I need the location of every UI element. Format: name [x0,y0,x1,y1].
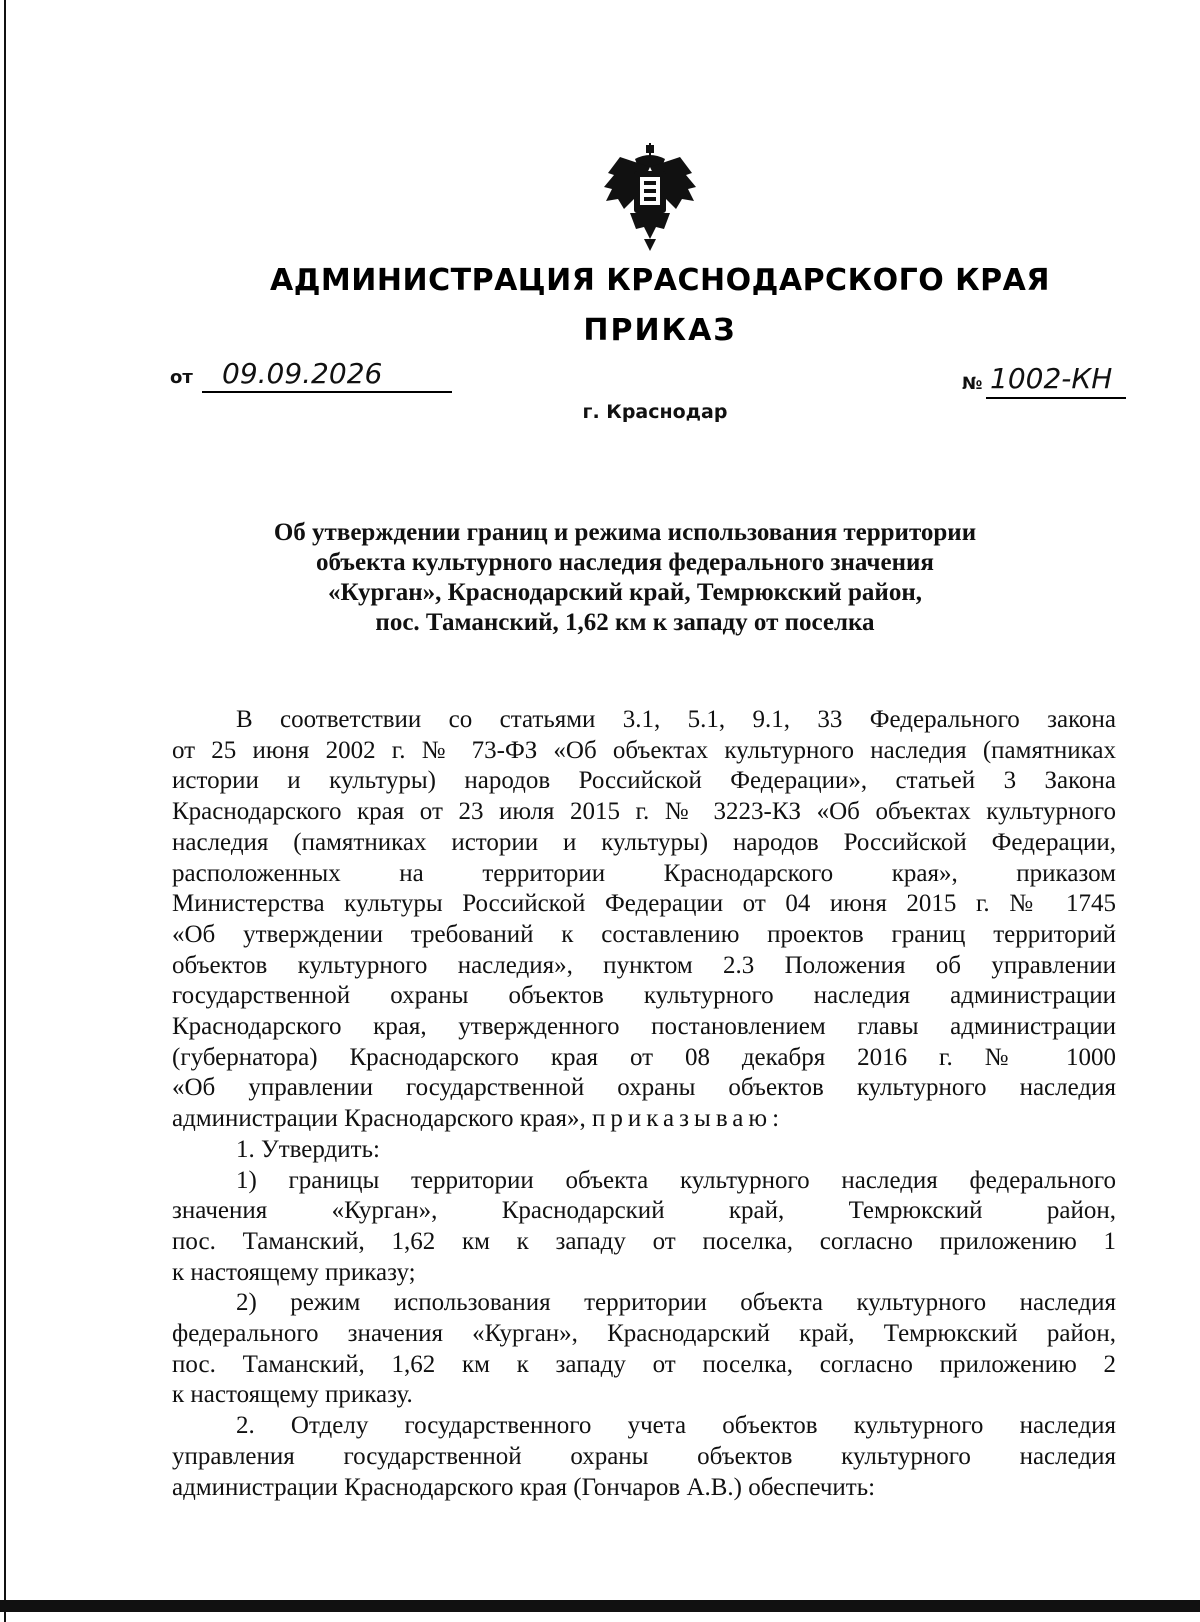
date-prefix: от [170,367,193,388]
body-line: пос. Таманский, 1,62 км к западу от поселка, согласно приложению 1 [172,1227,1116,1255]
body-line: объектов культурного наследия», пунктом 2.3 Положения об управлении [172,951,1116,979]
body-line: «Об утверждении требований к составлению проектов границ территорий [172,920,1116,948]
body-line: 2. Отделу государственного учета объектов культурного наследия [236,1412,1116,1440]
body-line: Министерства культуры Российской Федерации от 04 июня 2015 г. № 1745 [172,890,1116,918]
body-line: 2) режим использования территории объекта культурного наследия [236,1289,1116,1317]
body-line: пос. Таманский, 1,62 км к западу от поселка, согласно приложению 2 [172,1350,1116,1378]
date-field [170,357,383,390]
body-line: от 25 июня 2002 г. № 73-ФЗ «Об объектах культурного наследия (памятниках [172,736,1116,764]
number-prefix: № [962,374,983,394]
document-type: ПРИКАЗ [583,313,737,348]
title-line: Об утверждении границ и режима использования территории [273,519,977,546]
scan-edge-bottom [0,1600,1200,1612]
body-line: Краснодарского края, утвержденного постановлением главы администрации [172,1013,1116,1041]
body-line: «Об управлении государственной охраны объектов культурного наследия [172,1074,1116,1102]
number-underline [986,397,1126,399]
body-line: В соответствии со статьями 3.1, 5.1, 9.1, 33 Федерального закона [236,706,1116,733]
title-line: пос. Таманский, 1,62 км к западу от поселка [375,609,875,636]
body-line: федерального значения «Курган», Краснодарский край, Темрюкский район, [172,1320,1116,1348]
body-line: управления государственной охраны объектов культурного наследия [172,1442,1116,1470]
date-underline [202,391,452,393]
body-line: наследия (памятниках истории и культуры) народов Российской Федерации, [172,828,1116,856]
body-line: администрации Краснодарского края (Гончаров А.В.) обеспечить: [172,1473,876,1501]
document-body [172,705,1116,1503]
body-line: расположенных на территории Краснодарского края», приказом [172,859,1116,887]
decree-word: приказываю: [592,1105,785,1133]
coat-of-arms-icon [600,143,700,253]
body-line: к настоящему приказу; [172,1258,416,1286]
body-line: значения «Курган», Краснодарский край, Темрюкский район, [172,1197,1116,1225]
body-line: истории и культуры) народов Российской Федерации», статьей 3 Закона [172,767,1116,795]
title-line: «Курган», Краснодарский край, Темрюкский район, [328,579,922,606]
title-line: объекта культурного наследия федерального значения [316,549,934,576]
body-line: 1) границы территории объекта культурного наследия федерального [236,1166,1116,1194]
city: г. Краснодар [582,401,728,423]
date-handwritten: 09.09.2026 [222,357,383,390]
number-handwritten: 1002-КН [990,362,1113,395]
body-line: к настоящему приказу. [172,1381,413,1409]
body-line-text: администрации Краснодарского края», [172,1105,593,1133]
body-line: (губернатора) Краснодарского края от 08 декабря 2016 г. № 1000 [172,1043,1116,1071]
scan-edge-left [4,0,6,1622]
body-line [172,1104,1116,1135]
organization-name: АДМИНИСТРАЦИЯ КРАСНОДАРСКОГО КРАЯ [270,263,1050,298]
body-line: государственной охраны объектов культурного наследия администрации [172,982,1116,1010]
document-title [170,518,1080,638]
item-heading: 1. Утвердить: [236,1135,380,1163]
body-line: Краснодарского края от 23 июля 2015 г. № 3223-КЗ «Об объектах культурного [172,798,1116,826]
